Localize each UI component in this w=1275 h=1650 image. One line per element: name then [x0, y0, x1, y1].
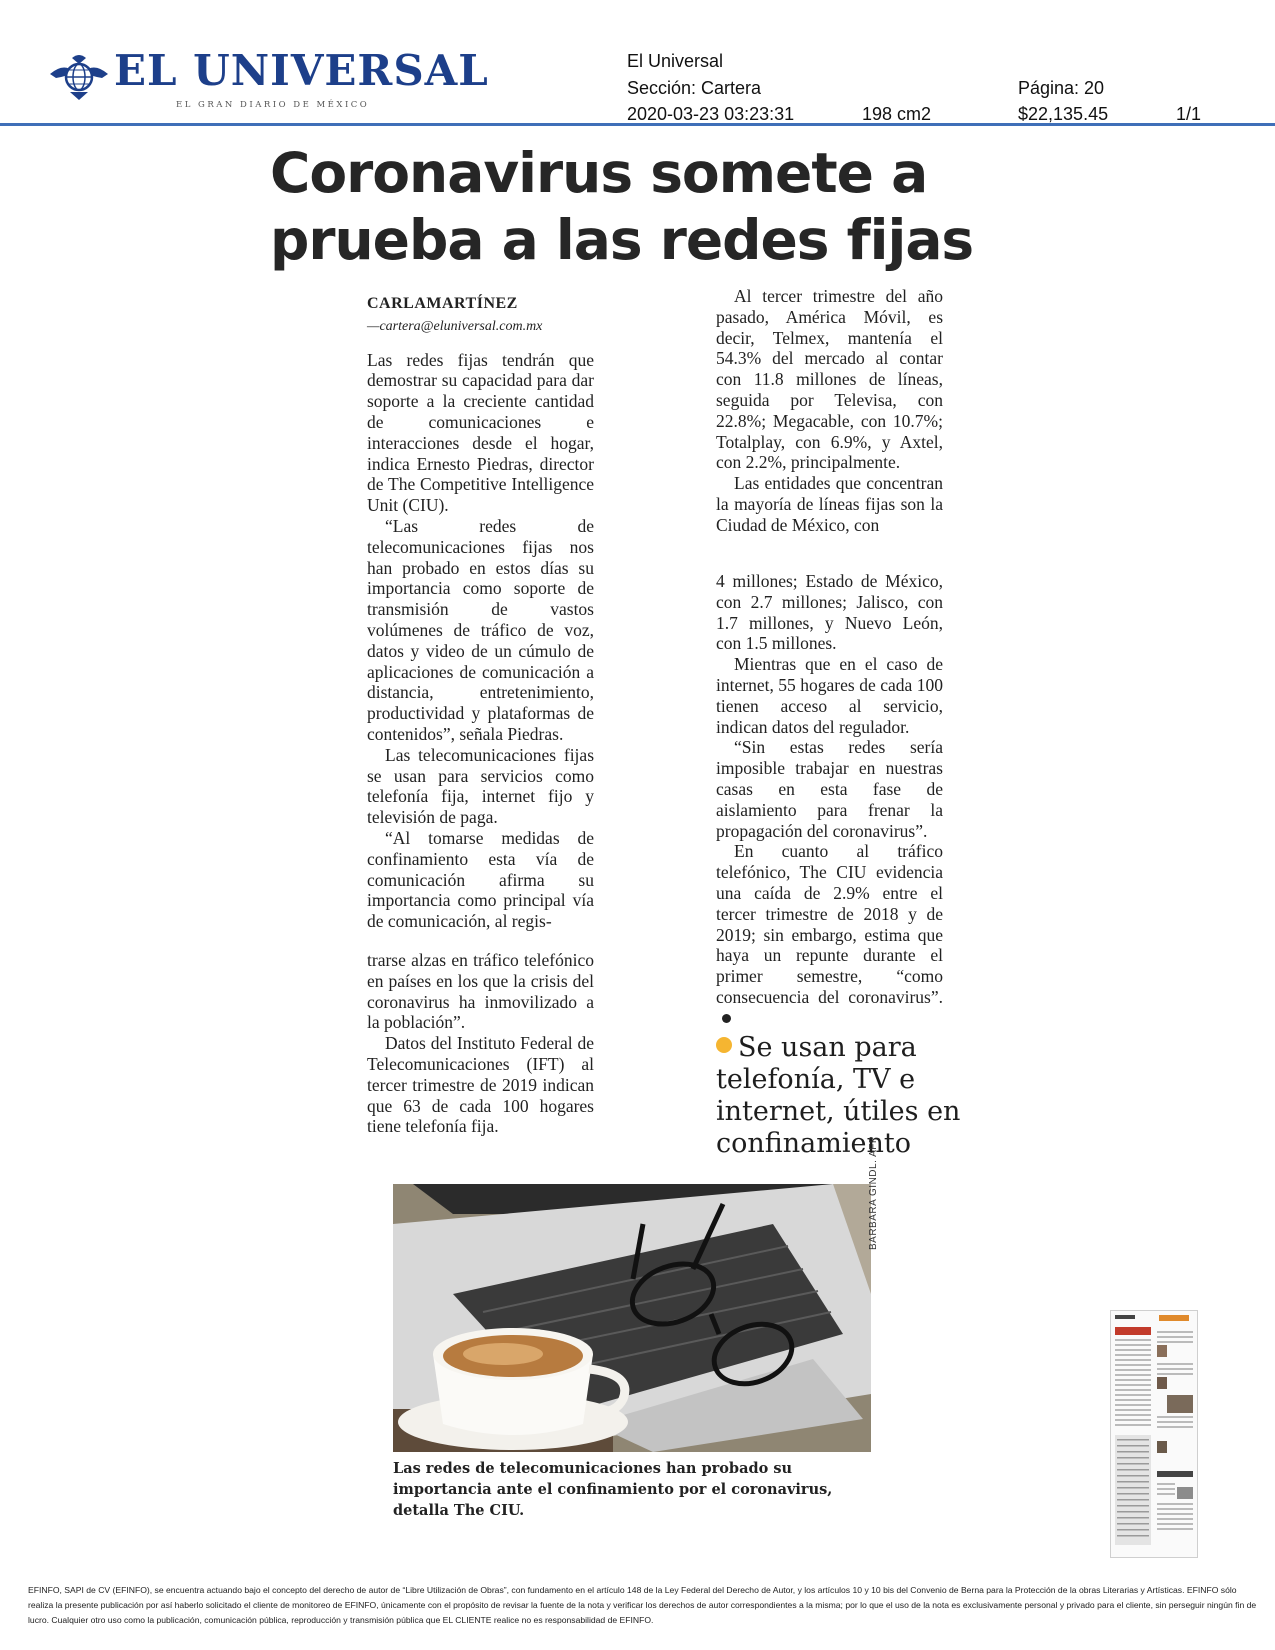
- paragraph-text: En cuanto al tráfico telefónico, The CIU evidencia una caída de 2.9% entre el tercer trimestre de 2018 y de 2019; sin embargo, estima que haya un repunte durante el primer semestre, “como consecuencia del coronavirus”.: [716, 841, 943, 1007]
- page-number: Página: 20: [1018, 78, 1105, 98]
- paragraph: Mientras que en el caso de internet, 55 hogares de cada 100 tienen acceso al servicio, indican datos del regulador.: [716, 654, 943, 737]
- paragraph: “Las redes de telecomunicaciones fijas nos han probado en estos días su importancia como soporte de transmisión de vastos volúmenes de tráfico de voz, datos y video de un cúmulo de aplicaciones de comunicación a distancia, entretenimiento, productividad y plataformas de contenidos”, señala Piedras.: [367, 515, 594, 744]
- paragraph: Al tercer trimestre del año pasado, América Móvil, es decir, Telmex, mantenía el 54.3% del mercado al contar con 11.8 millones de líneas, seguida por Televisa, con 22.8%; Megacable, con 10.7%; Totalplay, con 6.9%, y Axtel, con 2.2%, principalmente.: [716, 286, 943, 473]
- photo-credit: BARBARA GINDL. AFP: [868, 1135, 879, 1250]
- end-of-article-icon: [722, 1014, 731, 1023]
- page-thumbnail: [1110, 1310, 1198, 1558]
- photo-caption: Las redes de telecomunicaciones han probado su importancia ante el confinamiento por el coronavirus, detalla The CIU.: [393, 1460, 833, 1519]
- paragraph: Las entidades que concentran la mayoría de líneas fijas son la Ciudad de México, con: [716, 473, 943, 535]
- article-column-2: [716, 286, 943, 536]
- paragraph: “Sin estas redes sería imposible trabajar en nuestras casas en esta fase de aislamiento para frenar la propagación del coronavirus”.: [716, 737, 943, 841]
- article-column-1-continued: [367, 950, 594, 1137]
- paragraph: [716, 841, 943, 1028]
- paragraph: “Al tomarse medidas de confinamiento esta vía de comunicación afirma su importancia como principal vía de comunicación, al regis-: [367, 827, 594, 932]
- paragraph: trarse alzas en tráfico telefónico en países en los que la crisis del coronavirus ha inmovilizado a la población”.: [367, 950, 594, 1033]
- bullet-dot-icon: [716, 1037, 732, 1053]
- author-email: —cartera@eluniversal.com.mx: [367, 318, 543, 334]
- paragraph: 4 millones; Estado de México, con 2.7 millones; Jalisco, con 1.7 millones, y Nuevo León, con 1.5 millones.: [716, 571, 943, 654]
- article-value: $22,135.45: [1018, 104, 1109, 124]
- pull-quote: [716, 1032, 966, 1160]
- article-column-2-continued: [716, 571, 943, 1029]
- logo-wordmark: EL UNIVERSAL: [114, 46, 489, 95]
- headline-line-2: prueba a las redes fijas: [270, 208, 974, 272]
- laptop-coffee-illustration: [393, 1184, 871, 1452]
- publish-datetime: 2020-03-23 03:23:31: [627, 104, 795, 124]
- byline: CARLAMARTÍNEZ: [367, 295, 518, 312]
- article-size: 198 cm2: [862, 104, 932, 124]
- article-photo: [393, 1184, 871, 1452]
- page-thumbnail-preview: [1111, 1311, 1197, 1557]
- page-header: [0, 0, 1275, 126]
- paragraph: Las telecomunicaciones fijas se usan para servicios como telefonía fija, internet fijo y televisión de paga.: [367, 744, 594, 828]
- eagle-globe-icon: [48, 52, 110, 102]
- source-name: El Universal: [627, 51, 724, 71]
- article-column-1: [367, 294, 594, 932]
- article-headline: [270, 140, 1010, 274]
- el-universal-logo: [48, 44, 488, 114]
- headline-line-1: Coronavirus somete a: [270, 141, 928, 205]
- logo-tagline: EL GRAN DIARIO DE MÉXICO: [176, 100, 370, 110]
- section-label: Sección: Cartera: [627, 78, 762, 98]
- page-count: 1/1: [1176, 104, 1202, 124]
- paragraph: Datos del Instituto Federal de Telecomunicaciones (IFT) al tercer trimestre de 2019 indican que 63 de cada 100 hogares tiene telefonía fija.: [367, 1033, 594, 1137]
- paragraph: Las redes fijas tendrán que demostrar su capacidad para dar soporte a la creciente cantidad de comunicaciones e interacciones desde el hogar, indica Ernesto Piedras, director de The Competitive Intelligence Unit (CIU).: [367, 349, 594, 516]
- legal-disclaimer: EFINFO, SAPI de CV (EFINFO), se encuentra actuando bajo el concepto del derecho de autor de “Libre Utilización de Obras”, con fundamento en el artículo 148 de la Ley Federal del Derecho de Autor, y los artículos 10 y 10 bis del Convenio de Berna para la Protección de la obras Literarias y Artísticas. EFINFO sólo realiza la presente publicación por así haberlo solicitado el cliente de monitoreo de EFINFO, únicamente con el propósito de revisar la fuente de la nota y verificar los derechos de autor correspondientes a la misma; por lo que el uso de la nota es exclusivamente personal y privado para el cliente, sin perseguir ningún fin de lucro. Cualquier otro uso como la publicación, comunicación pública, reproducción y transmisión pública que EL CLIENTE realice no es responsabilidad de EFINFO.: [28, 1585, 1257, 1625]
- pull-quote-text: Se usan para telefonía, TV e internet, útiles en confinamiento: [716, 1032, 961, 1159]
